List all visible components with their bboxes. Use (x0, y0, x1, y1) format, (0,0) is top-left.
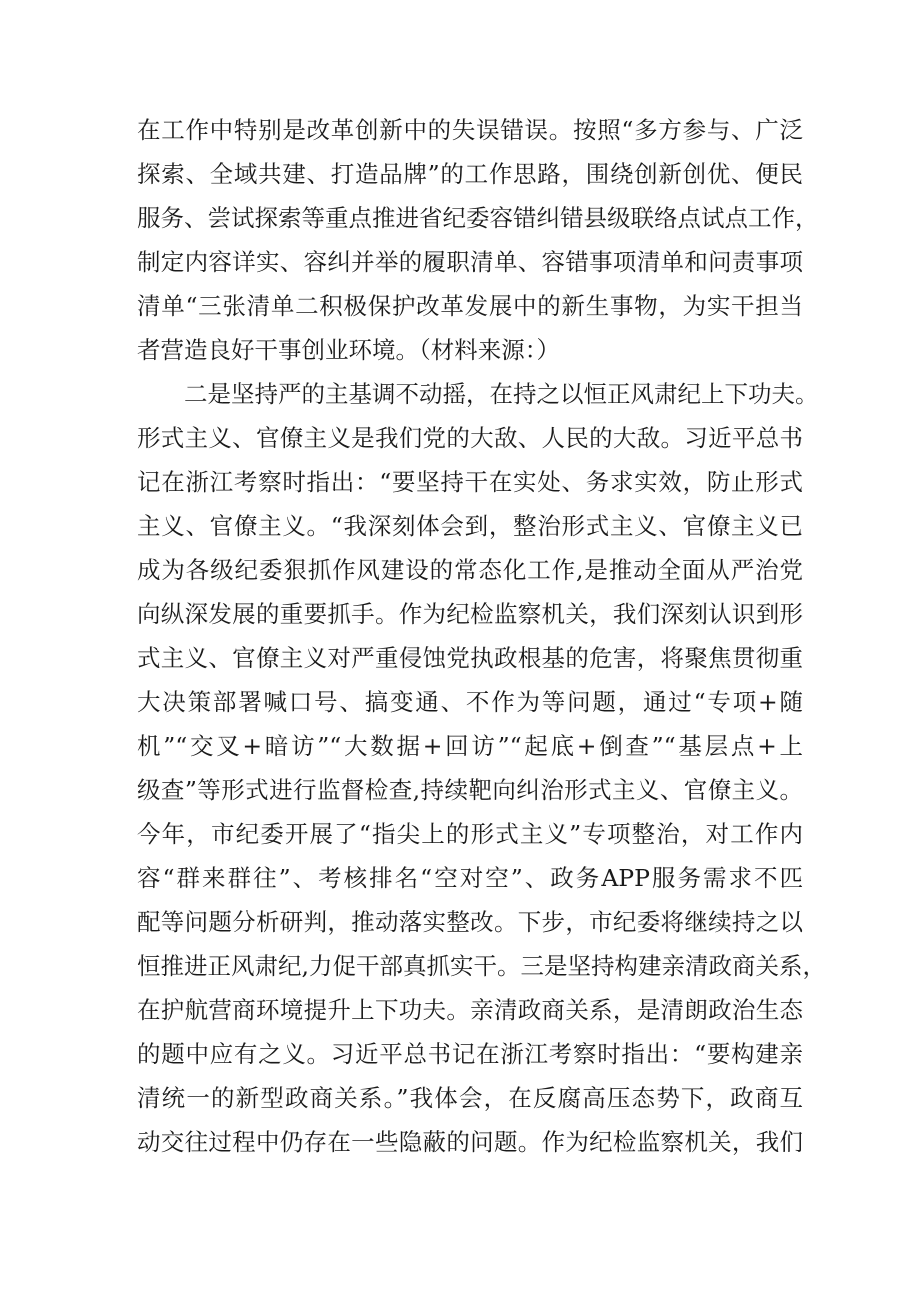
text-line: 主义、官僚主义。“我深刻体会到，整治形式主义、官僚主义已 (137, 512, 803, 540)
text-line: 配等问题分析研判，推动落实整改。下步，市纪委将继续持之以 (137, 908, 803, 936)
text-line: 者营造良好干事创业环境。（材料来源：） (137, 336, 560, 364)
text-line: 大决策部署喊口号、搞变通、不作为等问题，通过“专项+随 (137, 688, 803, 716)
paragraph-start-line: 二是坚持严的主基调不动摇，在持之以恒正风肃纪上下功夫。 (184, 380, 819, 408)
text-line: 形式主义、官僚主义是我们党的大敌、人民的大敌。习近平总书 (137, 424, 803, 452)
text-line: 成为各级纪委狠抓作风建设的常态化工作,是推动全面从严治党 (137, 556, 803, 584)
text-line: 记在浙江考察时指出：“要坚持干在实处、务求实效，防止形式 (137, 468, 803, 496)
text-line: 容“群来群往”、考核排名“空对空”、政务APP服务需求不匹 (137, 864, 803, 892)
text-line: 式主义、官僚主义对严重侵蚀党执政根基的危害，将聚焦贯彻重 (137, 644, 803, 672)
text-line: 机”“交叉+暗访”“大数据+回访”“起底+倒查”“基层点+上 (137, 732, 803, 760)
text-line: 恒推进正风肃纪,力促干部真抓实干。三是坚持构建亲清政商关系， (137, 952, 826, 980)
text-line: 服务、尝试探索等重点推进省纪委容错纠错县级联络点试点工作， (137, 204, 819, 232)
document-body (137, 108, 826, 1164)
text-line: 清统一的新型政商关系。”我体会，在反腐高压态势下，政商互 (137, 1084, 803, 1112)
text-line: 在护航营商环境提升上下功夫。亲清政商关系，是清朗政治生态 (137, 996, 803, 1024)
text-line: 向纵深发展的重要抓手。作为纪检监察机关，我们深刻认识到形 (137, 600, 803, 628)
text-line: 的题中应有之义。习近平总书记在浙江考察时指出：“要构建亲 (137, 1040, 803, 1068)
text-line: 探索、全域共建、打造品牌”的工作思路，围绕创新创优、便民 (137, 160, 803, 188)
text-line: 级查”等形式进行监督检查,持续靶向纠治形式主义、官僚主义。 (137, 776, 803, 804)
text-line: 在工作中特别是改革创新中的失误错误。按照“多方参与、广泛 (137, 116, 803, 144)
text-line: 动交往过程中仍存在一些隐蔽的问题。作为纪检监察机关，我们 (137, 1128, 803, 1156)
text-line: 清单“三张清单二积极保护改革发展中的新生事物，为实干担当 (137, 292, 803, 320)
text-line: 制定内容详实、容纠并举的履职清单、容错事项清单和问责事项 (137, 248, 803, 276)
text-line: 今年，市纪委开展了“指尖上的形式主义”专项整治，对工作内 (137, 820, 803, 848)
